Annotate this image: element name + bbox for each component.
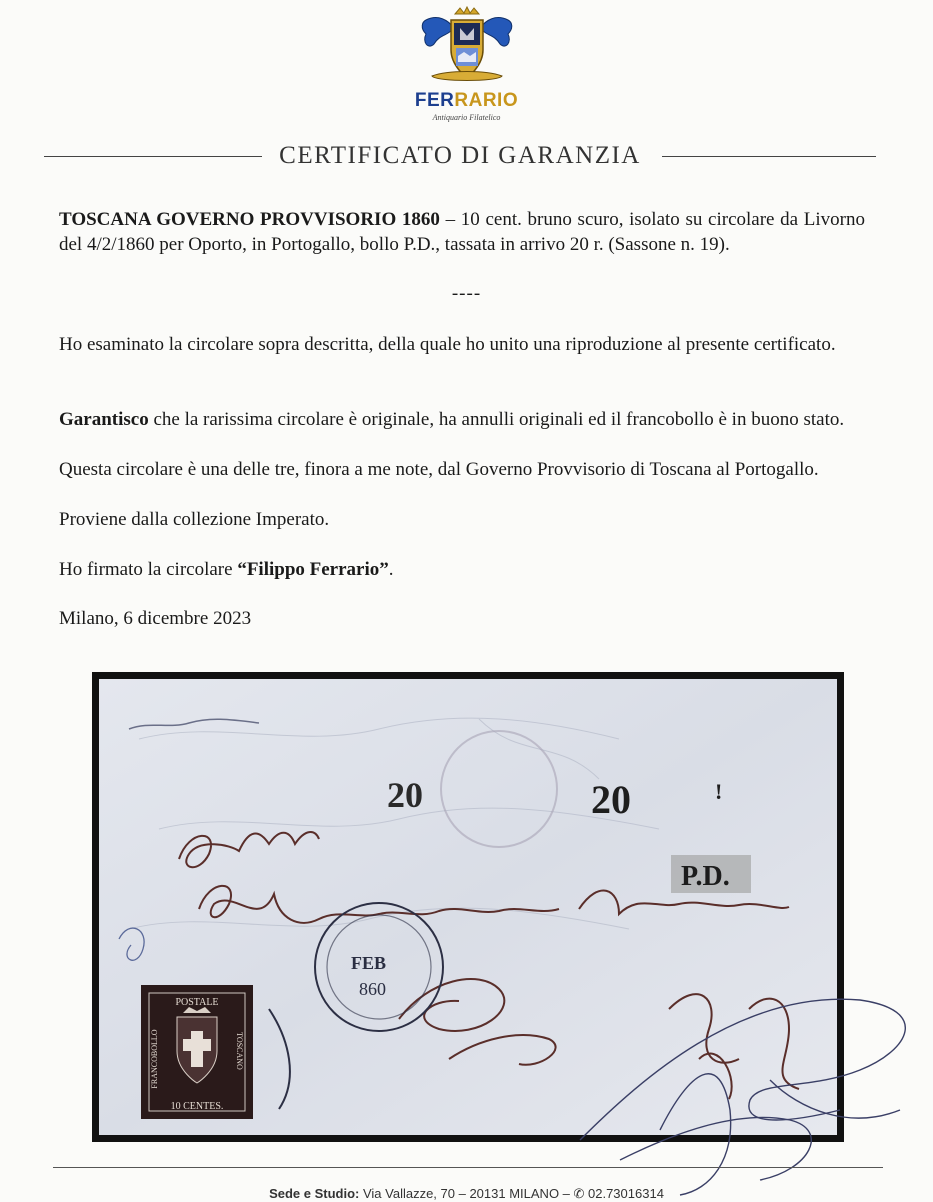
stamp-top-text: POSTALE xyxy=(175,997,219,1008)
cover-photo-frame xyxy=(92,672,844,1142)
footer-rule xyxy=(53,1167,883,1168)
tax-mark-left: 20 xyxy=(387,775,423,815)
stamp-right-text: TOSCANO xyxy=(235,1032,244,1070)
brand-name: FERRARIO xyxy=(414,90,519,111)
svg-text:!: ! xyxy=(715,779,723,804)
provenance-paragraph: Proviene dalla collezione Imperato. xyxy=(59,509,330,530)
tax-mark-right: 20 xyxy=(591,777,631,822)
pd-mark: P.D. xyxy=(681,861,730,892)
certificate-title: CERTIFICATO DI GARANZIA xyxy=(279,142,641,169)
title-rule-right xyxy=(662,156,876,157)
signature-paragraph: Ho firmato la circolare “Filippo Ferrario”. xyxy=(59,559,394,580)
postmark-month: FEB xyxy=(351,953,387,973)
brand-tagline: Antiquario Filatelico xyxy=(432,113,501,122)
postage-stamp xyxy=(141,985,253,1119)
crest-logo xyxy=(418,6,516,88)
separator: ---- xyxy=(451,283,482,304)
cover-photo xyxy=(99,679,837,1135)
footer-address: Sede e Studio: Via Vallazze, 70 – 20131 MILANO – ✆ 02.73016314 xyxy=(269,1186,664,1201)
stamp-left-text: FRANCOBOLLO xyxy=(150,1029,159,1089)
stamp-bottom-text: 10 CENTES. xyxy=(170,1101,224,1112)
examination-paragraph: Ho esaminato la circolare sopra descritta, della quale ho unito una riproduzione al presente certificato. xyxy=(59,334,836,355)
guarantee-paragraph: Garantisco che la rarissima circolare è originale, ha annulli originali ed il francobollo è in buono stato. xyxy=(59,409,845,430)
postmark-year: 860 xyxy=(359,979,386,999)
description-paragraph: TOSCANA GOVERNO PROVVISORIO 1860 – 10 cent. bruno scuro, isolato su circolare da Livorno del 4/2/1860 per Oporto, in Portogallo, bollo P.D., tassata in arrivo 20 r. (Sassone n. 19). xyxy=(59,209,865,255)
certificate-title-row xyxy=(44,140,876,174)
rarity-paragraph: Questa circolare è una delle tre, finora a me note, dal Governo Provvisorio di Toscana al Portogallo. xyxy=(59,459,819,480)
date-line: Milano, 6 dicembre 2023 xyxy=(59,608,252,629)
